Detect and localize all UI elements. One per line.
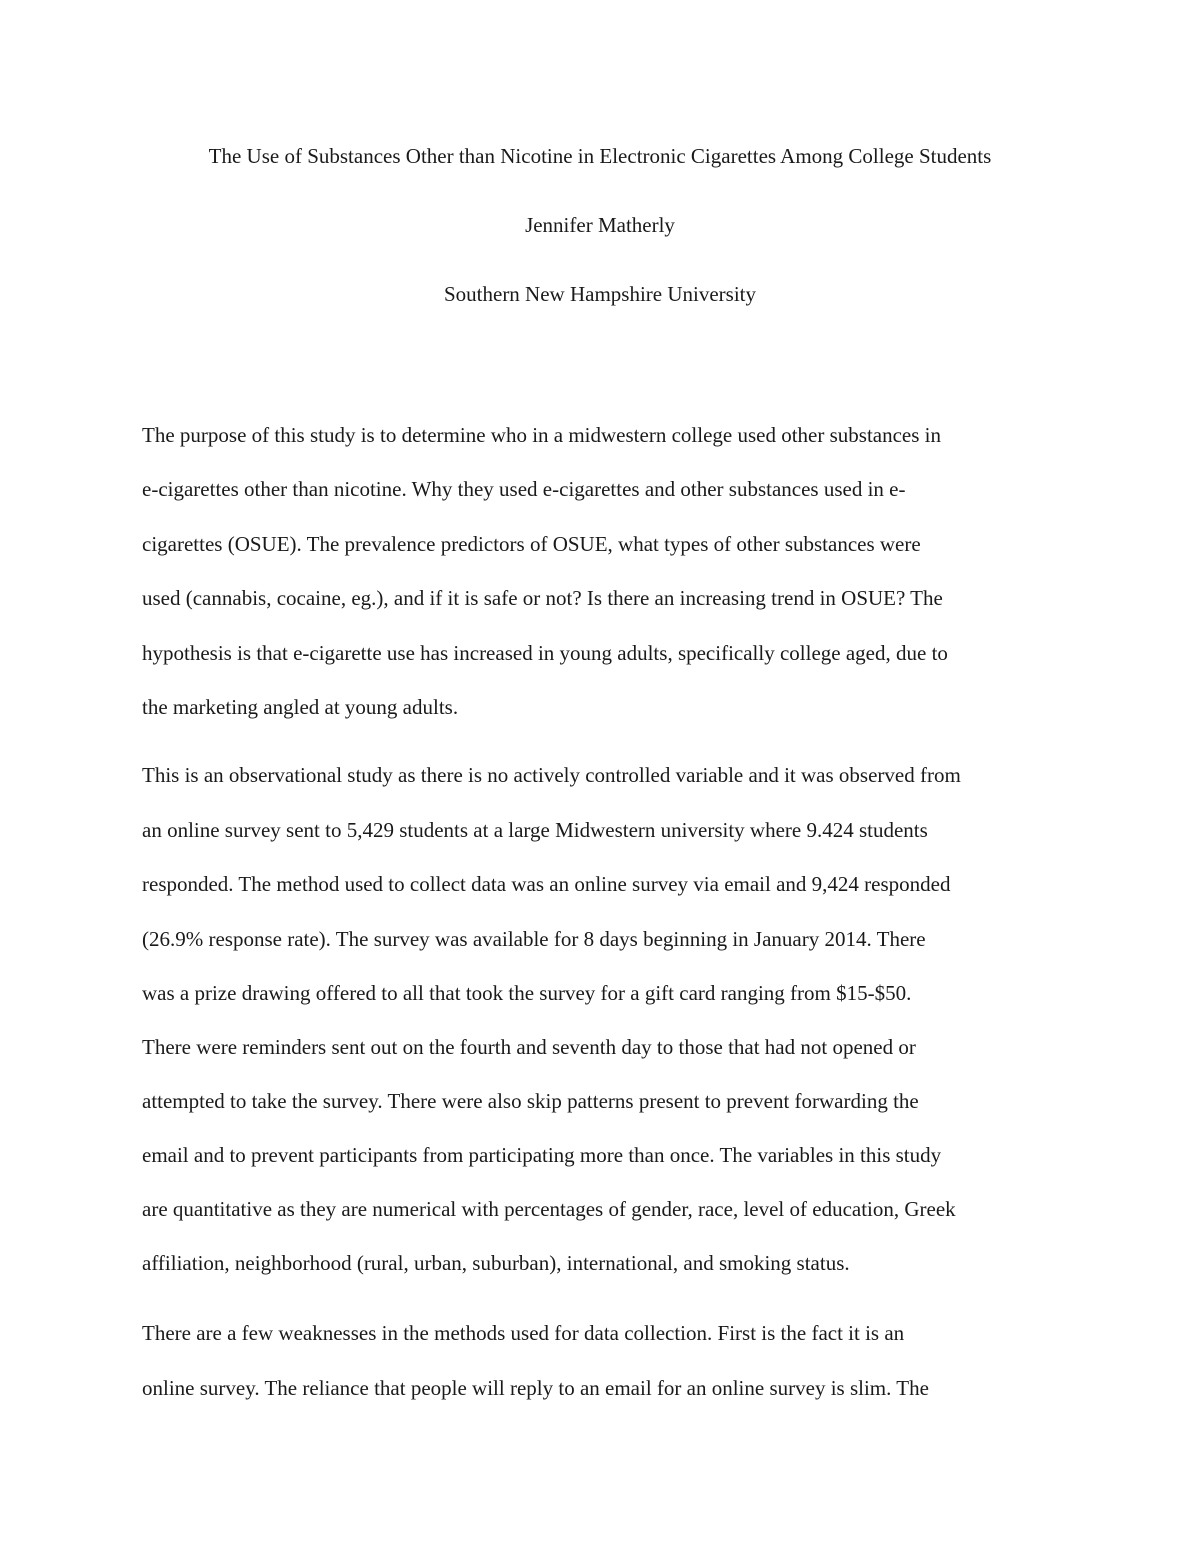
text-line: was a prize drawing offered to all that took the survey for a gift card ranging from $15-$50. <box>142 981 912 1005</box>
text-line: an online survey sent to 5,429 students at a large Midwestern university where 9.424 students <box>142 818 928 842</box>
text-line: There are a few weaknesses in the methods used for data collection. First is the fact it is an <box>142 1321 905 1345</box>
text-line: hypothesis is that e-cigarette use has increased in young adults, specifically college aged, due to <box>142 641 948 665</box>
text-line: responded. The method used to collect data was an online survey via email and 9,424 responded <box>142 872 951 896</box>
text-line: attempted to take the survey. There were also skip patterns present to prevent forwarding the <box>142 1089 919 1113</box>
institution-name: Southern New Hampshire University <box>443 282 757 306</box>
document-title: The Use of Substances Other than Nicotine in Electronic Cigarettes Among College Students <box>208 144 992 168</box>
text-line: online survey. The reliance that people will reply to an email for an online survey is slim. The <box>142 1376 929 1400</box>
text-line: e-cigarettes other than nicotine. Why they used e-cigarettes and other substances used in e- <box>142 477 906 501</box>
text-line: The purpose of this study is to determine who in a midwestern college used other substances in <box>142 423 941 447</box>
text-line: cigarettes (OSUE). The prevalence predictors of OSUE, what types of other substances were <box>142 532 921 556</box>
text-line: the marketing angled at young adults. <box>142 695 459 719</box>
text-line: (26.9% response rate). The survey was available for 8 days beginning in January 2014. There <box>142 927 926 951</box>
text-line: used (cannabis, cocaine, eg.), and if it is safe or not? Is there an increasing trend in OSUE? The <box>142 586 943 610</box>
text-line: are quantitative as they are numerical with percentages of gender, race, level of education, Greek <box>142 1197 956 1221</box>
text-line: affiliation, neighborhood (rural, urban, suburban), international, and smoking status. <box>142 1251 850 1275</box>
text-line: This is an observational study as there is no actively controlled variable and it was observed from <box>142 763 961 787</box>
text-line: email and to prevent participants from participating more than once. The variables in this study <box>142 1143 942 1167</box>
author-name: Jennifer Matherly <box>525 213 675 237</box>
text-line: There were reminders sent out on the fourth and seventh day to those that had not opened or <box>142 1035 916 1059</box>
